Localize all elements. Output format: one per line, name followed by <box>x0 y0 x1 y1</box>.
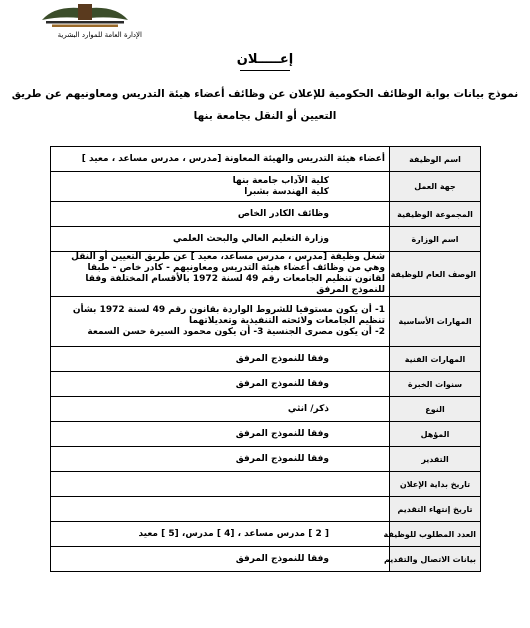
value-line: 1- أن يكون مستوفيا للشروط الواردة بقانون رقم 49 لسنة 1972 بشأن تنظيم الجامعات ولائحته التنفيذية وتعديلاتهما <box>72 305 385 326</box>
value-line: ذكر/ انثي <box>287 403 329 414</box>
value-line: وزارة التعليم العالي والبحث العلمي <box>172 233 329 244</box>
table-row <box>51 372 481 397</box>
table-row <box>51 347 481 372</box>
org-name: الإدارة العامة للموارد البشرية <box>57 31 142 39</box>
row-value <box>51 372 390 397</box>
row-label: العدد المطلوب للوظيفة <box>390 522 481 547</box>
row-value <box>51 522 390 547</box>
row-label: المؤهل <box>390 422 481 447</box>
title-underline <box>240 70 290 71</box>
table-row <box>51 202 481 227</box>
row-label: تاريخ بداية الإعلان <box>390 472 481 497</box>
value-line: أعضاء هيئة التدريس والهيئة المعاونة [مدرس ، مدرس مساعد ، معيد ] <box>81 153 385 164</box>
table-row <box>51 497 481 522</box>
value-line: شغل وظيفة [مدرس ، مدرس مساعد، معيد ] عن طريق التعيين أو النقل وهي من وظائف أعضاء هيئة التدريس ومعاونيهم - كادر خاص - طبقا لقانون تنظيم الجامعات رقم 49 لسنة 1972 بالأقسام المختلفة وفقا للنموذج المرفق <box>71 252 385 295</box>
row-value <box>51 472 390 497</box>
row-value <box>51 172 390 202</box>
intro-line-2: التعيين أو النقل بجامعة بنها <box>193 110 337 122</box>
logo-wing-right <box>90 8 128 20</box>
value-line: 2- أن يكون مصرى الجنسية 3- أن يكون محمود السيرة حسن السمعة <box>87 327 385 337</box>
row-label: المهارات الفنية <box>390 347 481 372</box>
row-value <box>51 297 390 347</box>
value-line: وفقا للنموذج المرفق <box>235 453 329 464</box>
table-row <box>51 227 481 252</box>
row-label: التقدير <box>390 447 481 472</box>
value-line: وظائف الكادر الخاص <box>237 208 329 219</box>
row-value <box>51 497 390 522</box>
row-value <box>51 447 390 472</box>
row-label: اسم الوظيفة <box>390 147 481 172</box>
logo-base-bar-2 <box>52 25 118 28</box>
row-label: النوع <box>390 397 481 422</box>
table-row <box>51 447 481 472</box>
value-line: وفقا للنموذج المرفق <box>235 428 329 439</box>
university-logo <box>40 0 130 28</box>
job-data-table <box>50 146 481 572</box>
value-line: [ 2 ] مدرس مساعد ، [4 ] مدرس، [5 ] معيد <box>138 528 329 539</box>
value-line: كلية الهندسة بشبرا <box>244 186 329 197</box>
table-row <box>51 147 481 172</box>
row-value <box>51 147 390 172</box>
row-value <box>51 202 390 227</box>
value-line: وفقا للنموذج المرفق <box>235 378 329 389</box>
value-line: وفقا للنموذج المرفق <box>235 353 329 364</box>
value-line: كلية الآداب جامعة بنها <box>232 175 329 186</box>
row-value <box>51 347 390 372</box>
row-value <box>51 252 390 297</box>
table-row <box>51 422 481 447</box>
row-label: تاريخ إنتهاء التقديم <box>390 497 481 522</box>
logo-center-block <box>78 4 92 20</box>
table-row <box>51 252 481 297</box>
row-label: اسم الوزارة <box>390 227 481 252</box>
table-row <box>51 547 481 572</box>
row-label: جهة العمل <box>390 172 481 202</box>
row-label: سنوات الخبرة <box>390 372 481 397</box>
row-value <box>51 547 390 572</box>
value-line: وفقا للنموذج المرفق <box>235 553 329 564</box>
row-value <box>51 422 390 447</box>
table-row <box>51 297 481 347</box>
table-row <box>51 397 481 422</box>
row-label: المهارات الأساسية <box>390 297 481 347</box>
announcement-title: إعـــــلان <box>236 52 294 67</box>
row-label: بيانات الاتصال والتقديم <box>390 547 481 572</box>
logo-base-bar-1 <box>46 21 124 24</box>
table-row <box>51 522 481 547</box>
logo-wing-left <box>42 8 80 20</box>
announcement-intro <box>10 83 520 127</box>
row-label: الوصف العام للوظيفة <box>390 252 481 297</box>
table-row <box>51 472 481 497</box>
row-label: المجموعة الوظيفية <box>390 202 481 227</box>
row-value <box>51 397 390 422</box>
intro-line-1: نموذج بيانات بوابة الوظائف الحكومية للإعلان عن وظائف أعضاء هيئة التدريس ومعاونيهم عن طريق <box>11 88 519 100</box>
row-value <box>51 227 390 252</box>
table-row <box>51 172 481 202</box>
